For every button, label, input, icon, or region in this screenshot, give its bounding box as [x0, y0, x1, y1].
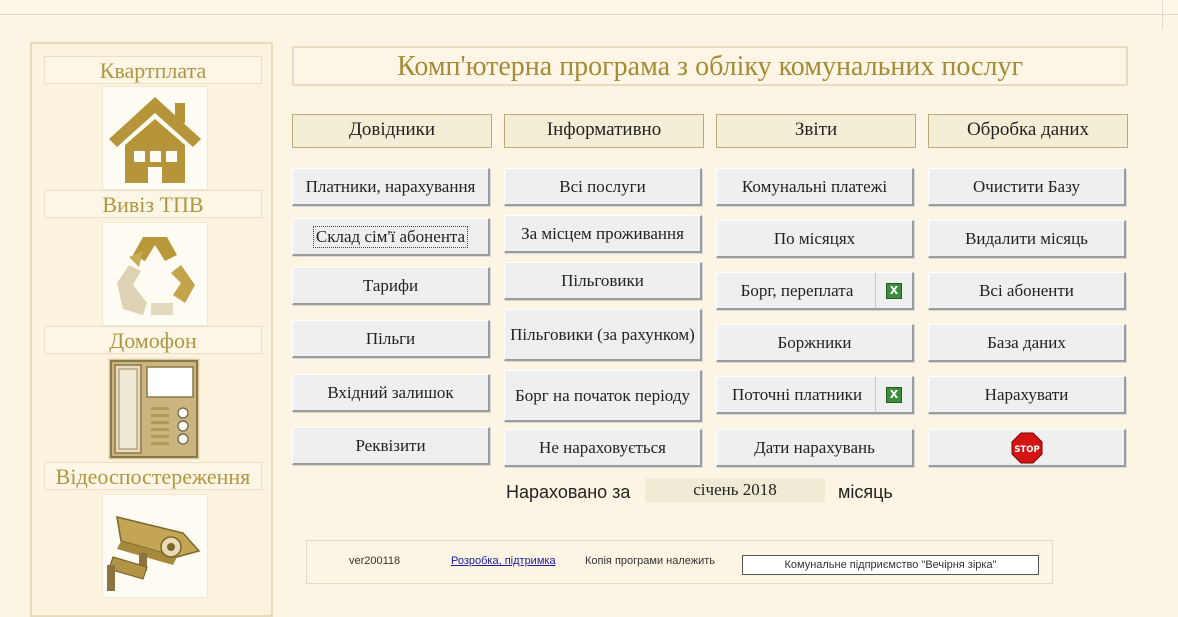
sidebar-label-videosposterezhennia[interactable]: Відеоспостереження — [44, 462, 262, 490]
column-header-zvity: Звіти — [716, 114, 916, 148]
month-label: місяць — [838, 482, 893, 502]
column-header-dovidnyky: Довідники — [292, 114, 492, 148]
by-residence-button[interactable]: За місцем проживання — [504, 215, 702, 253]
current-payers-excel-button[interactable] — [875, 377, 912, 412]
services-sidebar — [30, 42, 273, 617]
owner-field[interactable]: Комунальне підприємство "Вечірня зірка" — [742, 555, 1039, 575]
beneficiaries-button[interactable]: Пільговики — [504, 262, 702, 300]
window-corner — [1162, 0, 1178, 30]
accrue-button[interactable]: Нарахувати — [928, 376, 1126, 414]
current-payers-label: Поточні платники — [731, 384, 863, 404]
support-link[interactable]: Розробка, підтримка — [451, 555, 556, 567]
recycle-icon[interactable] — [102, 222, 208, 326]
debt-overpayment-button[interactable] — [716, 272, 914, 310]
debt-overpayment-label: Борг, переплата — [740, 280, 854, 300]
intercom-icon[interactable] — [108, 358, 200, 460]
accrued-for-label: Нараховано за — [506, 482, 631, 502]
opening-balance-button[interactable]: Вхідний залишок — [292, 374, 490, 412]
camera-icon[interactable] — [102, 494, 208, 598]
debt-overpayment-excel-button[interactable] — [875, 273, 912, 308]
all-services-button[interactable]: Всі послуги — [504, 168, 702, 206]
sidebar-label-kvartplata[interactable]: Квартплата — [44, 56, 262, 84]
stop-button[interactable] — [928, 429, 1126, 467]
payers-accruals-button[interactable]: Платники, нарахування — [292, 168, 490, 206]
excel-icon: X — [886, 283, 902, 299]
by-months-button[interactable]: По місяцях — [716, 220, 914, 258]
family-composition-label: Склад сім'ї абонента — [313, 226, 468, 248]
all-subscribers-button[interactable]: Всі абоненти — [928, 272, 1126, 310]
not-accrued-button[interactable]: Не нараховується — [504, 429, 702, 467]
window-top-strip — [0, 0, 1178, 15]
debt-start-period-button[interactable]: Борг на початок періоду — [504, 370, 702, 422]
svg-text:STOP: STOP — [1013, 444, 1040, 455]
owner-label: Копія програми належить — [585, 555, 716, 567]
column-header-obrobka: Обробка даних — [928, 114, 1128, 148]
excel-icon: X — [886, 387, 902, 403]
footer-panel — [306, 540, 1053, 584]
sidebar-label-vyviz-tpv[interactable]: Вивіз ТПВ — [44, 190, 262, 218]
beneficiaries-by-account-button[interactable]: Пільговики (за рахунком) — [504, 309, 702, 361]
benefits-button[interactable]: Пільги — [292, 320, 490, 358]
version-label: ver200118 — [349, 555, 401, 567]
utility-payments-button[interactable]: Комунальні платежі — [716, 168, 914, 206]
page-title: Комп'ютерна програма з обліку комунальних послуг — [292, 46, 1128, 86]
accrual-month-field[interactable]: січень 2018 — [645, 478, 825, 502]
requisites-button[interactable]: Реквізити — [292, 427, 490, 465]
house-icon[interactable] — [102, 86, 208, 190]
delete-month-button[interactable]: Видалити місяць — [928, 220, 1126, 258]
database-button[interactable]: База даних — [928, 324, 1126, 362]
debtors-button[interactable]: Боржники — [716, 324, 914, 362]
sidebar-label-domofon[interactable]: Домофон — [44, 326, 262, 354]
tariffs-button[interactable]: Тарифи — [292, 267, 490, 305]
current-payers-button[interactable] — [716, 376, 914, 414]
column-header-informatyvno: Інформативно — [504, 114, 704, 148]
accrual-dates-button[interactable]: Дати нарахувань — [716, 429, 914, 467]
family-composition-button[interactable] — [292, 218, 490, 256]
stop-icon — [1011, 432, 1043, 464]
clear-database-button[interactable]: Очистити Базу — [928, 168, 1126, 206]
